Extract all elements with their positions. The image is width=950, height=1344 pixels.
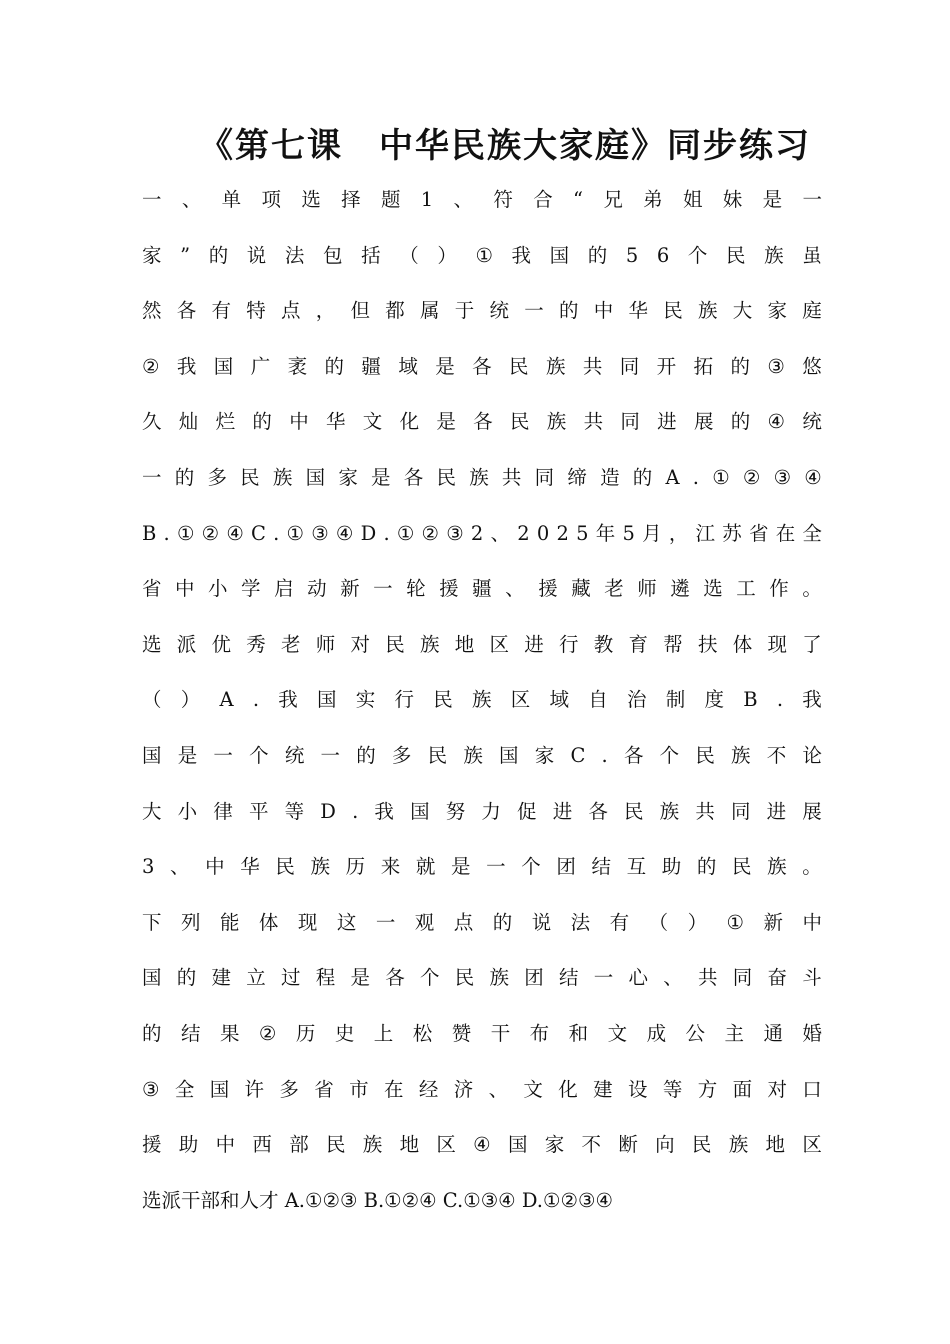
text-line: 久 灿 烂 的 中 华 文 化 是 各 民 族 共 同 进 展 的 ④ 统 <box>142 410 822 434</box>
text-line: 国 是 一 个 统 一 的 多 民 族 国 家 C . 各 个 民 族 不 论 <box>142 743 822 767</box>
text-line: 大 小 律 平 等 D . 我 国 努 力 促 进 各 民 族 共 同 进 展 <box>142 799 822 823</box>
text-line: ② 我 国 广 袤 的 疆 域 是 各 民 族 共 同 开 拓 的 ③ 悠 <box>142 354 822 378</box>
text-line: 国 的 建 立 过 程 是 各 个 民 族 团 结 一 心 、 共 同 奋 斗 <box>142 966 822 990</box>
text-line: 选派干部和人才 A.①②③ B.①②④ C.①③④ D.①②③④ <box>142 1188 613 1212</box>
text-line: 3 、 中 华 民 族 历 来 就 是 一 个 团 结 互 助 的 民 族 。 <box>142 855 822 879</box>
text-line: 援 助 中 西 部 民 族 地 区 ④ 国 家 不 断 向 民 族 地 区 <box>142 1133 822 1157</box>
text-line: （ ） A . 我 国 实 行 民 族 区 域 自 治 制 度 B . 我 <box>142 688 822 712</box>
text-line: 一 的 多 民 族 国 家 是 各 民 族 共 同 缔 造 的 A . ① ② ③ ④ <box>142 465 822 489</box>
text-line: 家 ” 的 说 法 包 括 （ ） ① 我 国 的 5 6 个 民 族 虽 <box>142 243 822 267</box>
text-line: ③ 全 国 许 多 省 市 在 经 济 、 文 化 建 设 等 方 面 对 口 <box>142 1077 822 1101</box>
text-line: 下 列 能 体 现 这 一 观 点 的 说 法 有 （ ） ① 新 中 <box>142 910 822 934</box>
exercise-body <box>142 172 822 1228</box>
text-line: 省 中 小 学 启 动 新 一 轮 援 疆 、 援 藏 老 师 遴 选 工 作 。 <box>142 577 822 601</box>
text-line: 一 、 单 项 选 择 题 1 、 符 合 “ 兄 弟 姐 妹 是 一 <box>142 188 822 211</box>
text-line: B . ① ② ④ C . ① ③ ④ D . ① ② ③ 2 、 2 0 2 5 年 5 月 ， 江 苏 省 在 全 <box>142 521 822 545</box>
document-title: 《第七课 中华民族大家庭》同步练习 <box>199 126 811 166</box>
text-line: 然 各 有 特 点 ， 但 都 属 于 统 一 的 中 华 民 族 大 家 庭 <box>142 299 822 323</box>
text-line: 的 结 果 ② 历 史 上 松 赞 干 布 和 文 成 公 主 通 婚 <box>142 1021 822 1045</box>
text-line: 选 派 优 秀 老 师 对 民 族 地 区 进 行 教 育 帮 扶 体 现 了 <box>142 632 822 656</box>
